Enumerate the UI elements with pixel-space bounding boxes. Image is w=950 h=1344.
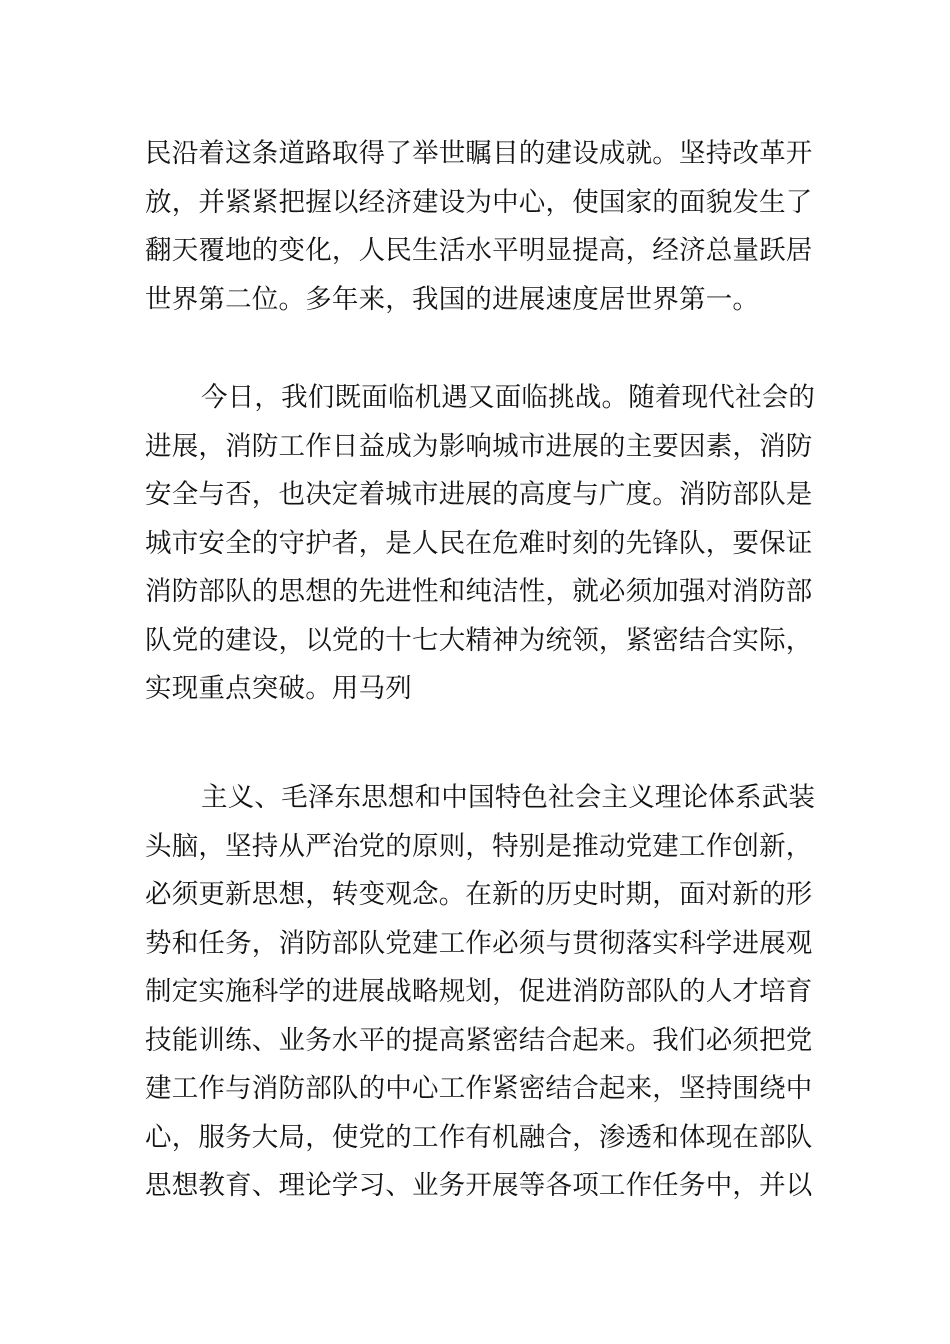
text-line: 翻天覆地的变化，人民生活水平明显提高，经济总量跃居 (145, 235, 813, 266)
paragraph-2 (145, 374, 815, 714)
paragraph-3 (145, 774, 815, 1211)
text-line: 消防部队的思想的先进性和纯洁性，就必须加强对消防部 (145, 576, 813, 607)
text-line: 今日，我们既面临机遇又面临挑战。随着现代社会的 (201, 382, 816, 413)
text-line: 制定实施科学的进展战略规划，促进消防部队的人才培育 (145, 976, 813, 1007)
text-line: 势和任务，消防部队党建工作必须与贯彻落实科学进展观 (145, 927, 813, 959)
text-line: 民沿着这条道路取得了举世瞩目的建设成就。坚持改革开 (145, 138, 813, 169)
paragraph-1 (145, 130, 815, 324)
text-line: 队党的建设，以党的十七大精神为统领，紧密结合实际， (145, 624, 813, 656)
text-line: 世界第二位。多年来，我国的进展速度居世界第一。 (145, 283, 760, 315)
text-line: 技能训练、业务水平的提高紧密结合起来。我们必须把党 (145, 1024, 813, 1056)
text-line: 头脑，坚持从严治党的原则，特别是推动党建工作创新， (145, 830, 813, 862)
text-line: 建工作与消防部队的中心工作紧密结合起来，坚持围绕中 (145, 1073, 813, 1104)
text-line: 城市安全的守护者，是人民在危难时刻的先锋队，要保证 (145, 527, 813, 559)
text-line: 必须更新思想，转变观念。在新的历史时期，面对新的形 (145, 879, 813, 910)
text-line: 实现重点突破。用马列 (145, 673, 412, 704)
text-line: 心，服务大局，使党的工作有机融合，渗透和体现在部队 (145, 1121, 813, 1153)
text-line: 主义、毛泽东思想和中国特色社会主义理论体系武装 (201, 782, 816, 813)
text-line: 放，并紧紧把握以经济建设为中心，使国家的面貌发生了 (145, 186, 813, 218)
text-line: 安全与否，也决定着城市进展的高度与广度。消防部队是 (145, 479, 813, 510)
text-line: 进展，消防工作日益成为影响城市进展的主要因素，消防 (145, 430, 813, 462)
text-line: 思想教育、理论学习、业务开展等各项工作任务中，并以 (145, 1170, 813, 1201)
